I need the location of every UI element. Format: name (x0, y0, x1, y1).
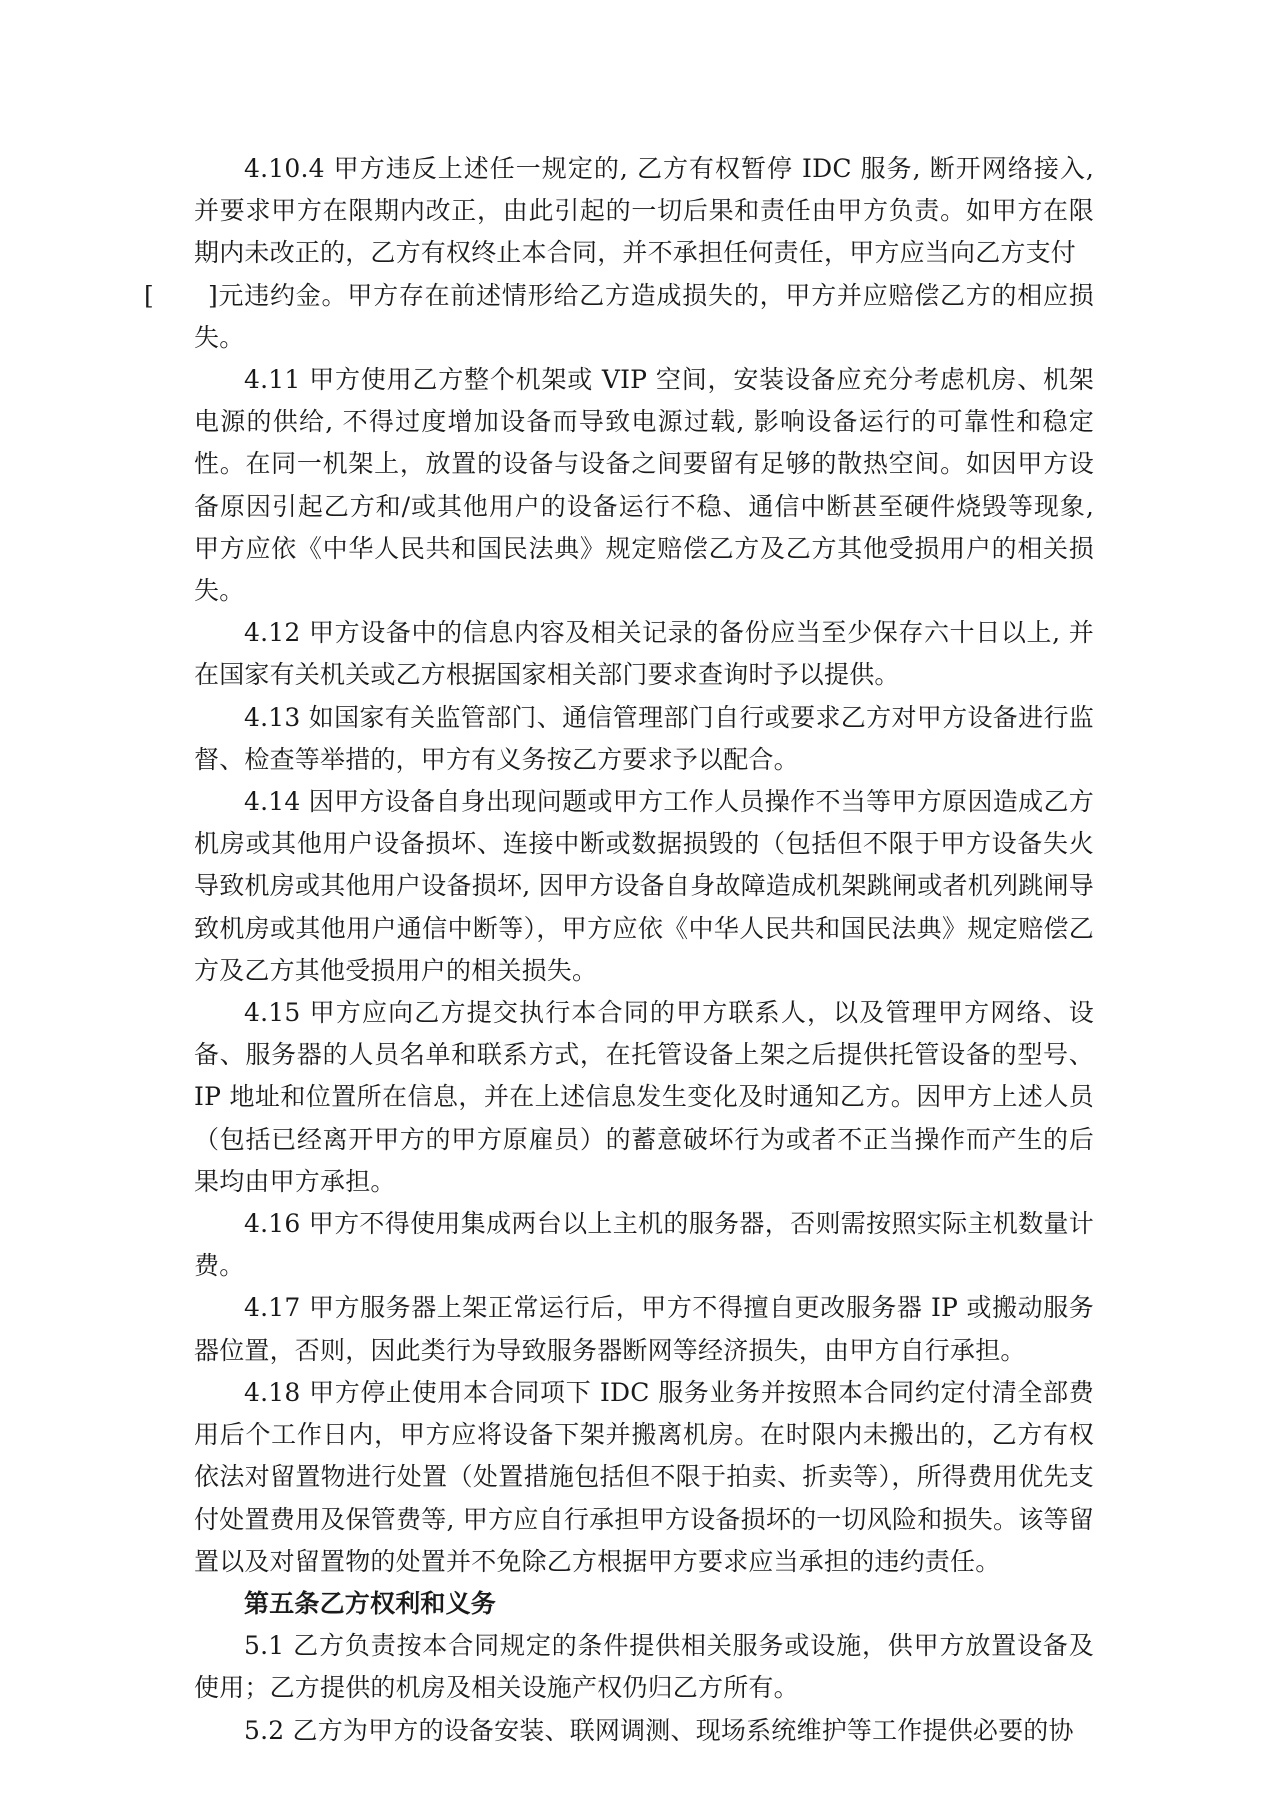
clause-4-10-4-text: 4.10.4 甲方违反上述任一规定的, 乙方有权暂停 IDC 服务, 断开网络接入, 并要求甲方在限期内改正，由此引起的一切后果和责任由甲方负责。如甲方在限期内未改正的，乙方有权终止本合同，并不承担任何责任，甲方应当向乙方支付 (194, 154, 1094, 268)
clause-4-11: 4.11 甲方使用乙方整个机架或 VIP 空间，安装设备应充分考虑机房、机架电源的供给, 不得过度增加设备而导致电源过载, 影响设备运行的可靠性和稳定性。在同一机架上，放置的设备与设备之间要留有足够的散热空间。如因甲方设备原因引起乙方和/或其他用户的设备运行不稳、通信中断甚至硬件烧毁等现象, 甲方应依《中华人民共和国民法典》规定赔偿乙方及乙方其他受损用户的相关损失。 (194, 365, 1094, 606)
clause-4-12: 4.12 甲方设备中的信息内容及相关记录的备份应当至少保存六十日以上, 并在国家有关机关或乙方根据国家相关部门要求查询时予以提供。 (194, 618, 1094, 690)
document-body (144, 148, 1094, 1752)
clause-5-2: 5.2 乙方为甲方的设备安装、联网调测、现场系统维护等工作提供必要的协 (244, 1715, 1074, 1745)
clause-4-17: 4.17 甲方服务器上架正常运行后，甲方不得擅自更改服务器 IP 或搬动服务器位置，否则，因此类行为导致服务器断网等经济损失，由甲方自行承担。 (194, 1293, 1094, 1365)
clause-4-10-4 (144, 148, 1094, 359)
clause-4-13: 4.13 如国家有关监管部门、通信管理部门自行或要求乙方对甲方设备进行监督、检查等举措的，甲方有义务按乙方要求予以配合。 (194, 702, 1094, 774)
clause-4-16: 4.16 甲方不得使用集成两台以上主机的服务器，否则需按照实际主机数量计费。 (194, 1209, 1094, 1281)
clause-4-15: 4.15 甲方应向乙方提交执行本合同的甲方联系人，以及管理甲方网络、设备、服务器的人员名单和联系方式，在托管设备上架之后提供托管设备的型号、IP 地址和位置所在信息，并在上述信息发生变化及时通知乙方。因甲方上述人员（包括已经离开甲方的甲方原雇员）的蓄意破坏行为或者不正当操作而产生的后果均由甲方承担。 (194, 998, 1094, 1196)
clause-5-1: 5.1 乙方负责按本合同规定的条件提供相关服务或设施，供甲方放置设备及使用；乙方提供的机房及相关设施产权仍归乙方所有。 (194, 1631, 1094, 1703)
bracket-open: [ (144, 280, 154, 310)
clause-4-10-4-penalty-text: ]元违约金。甲方存在前述情形给乙方造成损失的，甲方并应赔偿乙方的相应损失。 (194, 280, 1094, 352)
clause-4-14: 4.14 因甲方设备自身出现问题或甲方工作人员操作不当等甲方原因造成乙方机房或其他用户设备损坏、连接中断或数据损毁的（包括但不限于甲方设备失火导致机房或其他用户设备损坏, 因甲方设备自身故障造成机架跳闸或者机列跳闸导致机房或其他用户通信中断等），甲方应依《中华人民共和国民法典》规定赔偿乙方及乙方其他受损用户的相关损失。 (194, 787, 1094, 985)
section-heading-article-5: 第五条乙方权利和义务 (244, 1588, 497, 1618)
clause-4-18: 4.18 甲方停止使用本合同项下 IDC 服务业务并按照本合同约定付清全部费用后个工作日内，甲方应将设备下架并搬离机房。在时限内未搬出的，乙方有权依法对留置物进行处置（处置措施包括但不限于拍卖、折卖等），所得费用优先支付处置费用及保管费等, 甲方应自行承担甲方设备损坏的一切风险和损失。该等留置以及对留置物的处置并不免除乙方根据甲方要求应当承担的违约责任。 (194, 1377, 1094, 1576)
